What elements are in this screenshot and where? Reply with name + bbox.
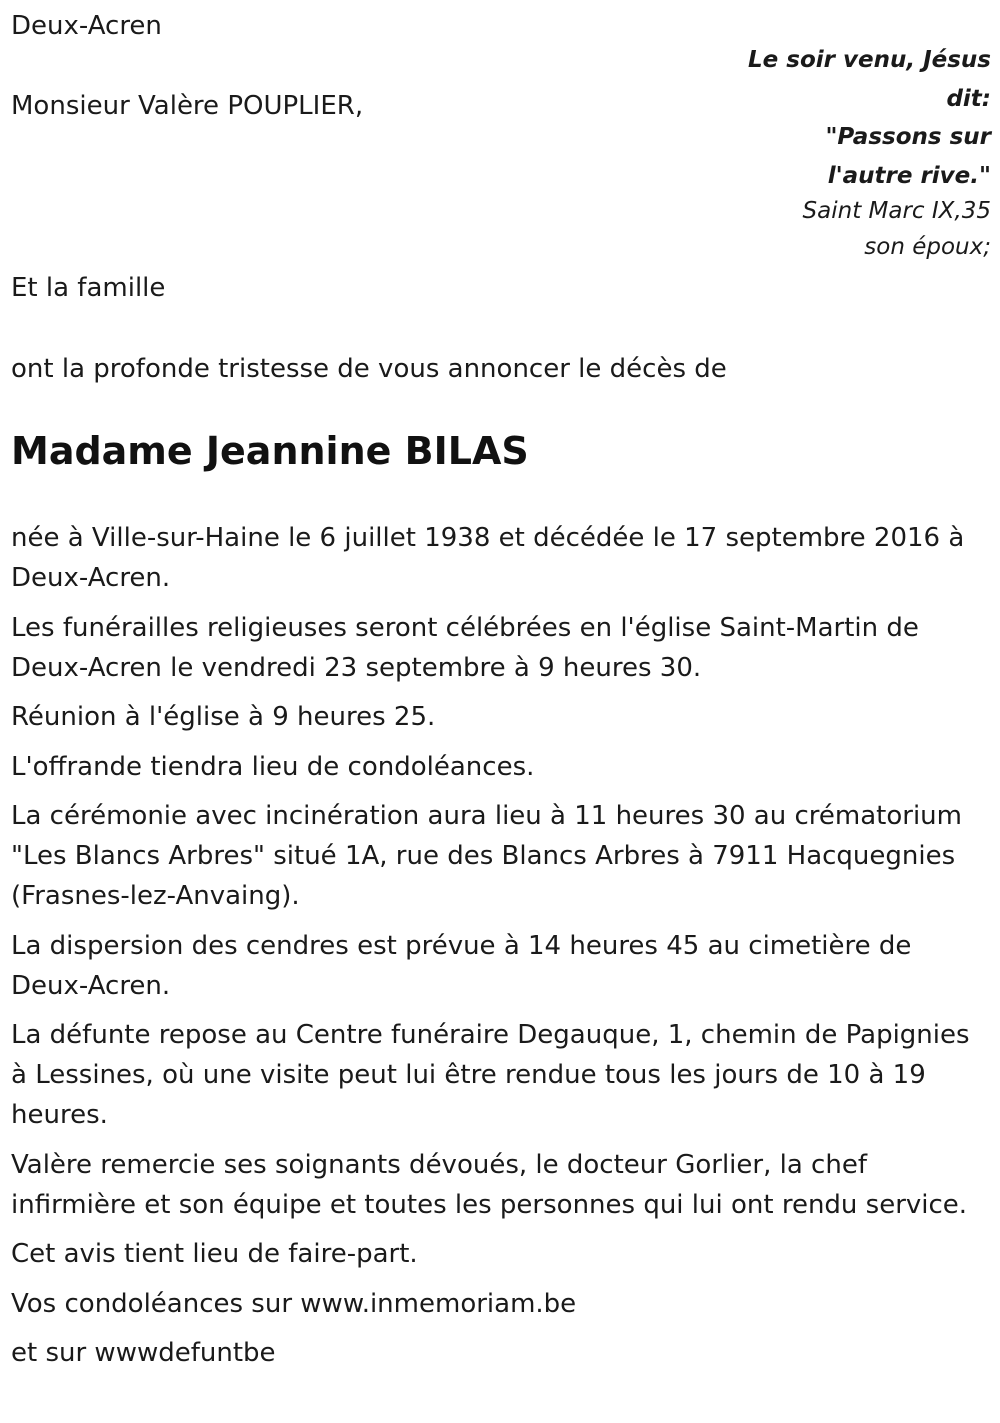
notice-paragraph: Cet avis tient lieu de faire-part. (11, 1239, 418, 1269)
birth-death-paragraph: née à Ville-sur-Haine le 6 juillet 1938 et décédée le 17 septembre 2016 à Deux-Acren. (11, 523, 965, 593)
quote-line: "Passons sur (825, 124, 991, 150)
bible-quote (731, 41, 991, 265)
spouse-name: Monsieur Valère POUPLIER, (11, 91, 364, 121)
quote-line: dit: (946, 85, 991, 112)
announcement-line: ont la profonde tristesse de vous annoncer le décès de (11, 354, 727, 384)
place-name: Deux-Acren (11, 11, 162, 41)
visitation-paragraph: La défunte repose au Centre funéraire Degauque, 1, chemin de Papignies à Lessines, où une visite peut lui être rendue tous les jours de 10 à 19 heures. (11, 1020, 970, 1130)
funeral-paragraph: Les funérailles religieuses seront célébrées en l'église Saint-Martin de Deux-Acren le vendredi 23 septembre à 9 heures 30. (11, 612, 919, 683)
cremation-paragraph: La cérémonie avec incinération aura lieu à 11 heures 30 au crématorium "Les Blancs Arbres" situé 1A, rue des Blancs Arbres à 7911 Hacquegnies (Frasnes-lez-Anvaing). (11, 801, 962, 911)
deceased-name: Madame Jeannine BILAS (11, 429, 529, 473)
spouse-role: son époux; (864, 234, 991, 260)
family-line: Et la famille (11, 273, 166, 303)
quote-line: l'autre rive." (827, 162, 991, 189)
quote-line: Le soir venu, Jésus (748, 47, 991, 73)
ashes-paragraph: La dispersion des cendres est prévue à 14 heures 45 au cimetière de Deux-Acren. (11, 930, 912, 1001)
thanks-paragraph: Valère remercie ses soignants dévoués, le docteur Gorlier, la chef infirmière et son équipe et toutes les personnes qui lui ont rendu service. (11, 1149, 968, 1220)
offering-paragraph: L'offrande tiendra lieu de condoléances. (11, 751, 535, 782)
meeting-paragraph: Réunion à l'église à 9 heures 25. (11, 702, 436, 732)
condolences-paragraph-2: et sur wwwdefuntbe (11, 1338, 276, 1368)
quote-reference: Saint Marc IX,35 (802, 198, 991, 224)
obituary-body (11, 518, 986, 1383)
condolences-paragraph: Vos condoléances sur www.inmemoriam.be (11, 1288, 577, 1319)
